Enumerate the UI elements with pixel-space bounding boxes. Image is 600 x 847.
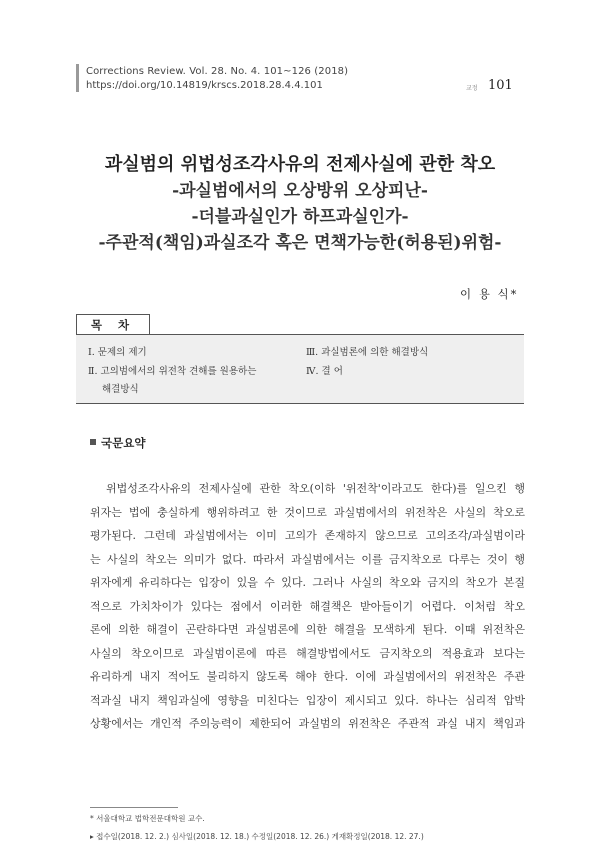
page-number: 101 [488,78,513,93]
abstract-line: 위법성조각사유의 전제사실에 관한 착오(이하 '위전착'이라고도 한다)를 일으킨 행 [106,482,525,495]
square-bullet-icon [90,439,96,445]
abstract-line: 적으로 가치차이가 있다는 점에서 이러한 해결책은 받아들이기 어렵다. 이처럼 착오 [90,599,525,613]
toc-item-4: Ⅳ. 결 어 [306,366,343,377]
section-heading [90,435,145,451]
footnote-affiliation: * 서울대학교 법학전문대학원 교수. [90,814,205,823]
footnote-dates: ▸ 접수일(2018. 12. 2.) 심사일(2018. 12. 18.) 수정일(2018. 12. 26.) 게재확정일(2018. 12. 27.) [90,832,424,841]
toc-item-1: Ⅰ. 문제의 제기 [88,347,147,358]
journal-mark: 교정 [466,85,478,92]
footnote-divider [90,807,178,808]
journal-citation: Corrections Review. Vol. 28. No. 4. 101~126 (2018) [86,66,349,77]
abstract-line: 는 사실의 착오는 의미가 없다. 따라서 과실범에서는 이를 금지착오로 다루는 것이 행 [90,552,525,566]
abstract-line: 상황에서는 개인적 주의능력이 제한되어 과실범의 위전착은 주관적 과실 내지 책임과 [90,717,525,730]
table-of-contents [76,334,524,404]
section-title: 국문요약 [101,436,146,450]
toc-item-2-cont: 해결방식 [102,384,139,395]
header-accent-bar [76,64,79,92]
toc-label: 목 차 [76,314,150,335]
author-name: 이 용 식* [460,287,519,301]
toc-item-2: Ⅱ. 고의범에서의 위전착 견해를 원용하는 [88,366,257,377]
subtitle-1: -과실범에서의 오상방위 오상피난- [172,181,428,201]
abstract-line: 사실의 착오이므로 과실범이론에 따른 해결방법에서도 금지착오의 적용효과 보다는 [90,646,525,660]
subtitle-2: -더블과실인가 하프과실인가- [191,207,409,227]
abstract-line: 평가된다. 그런데 과실범에서는 이미 고의가 존재하지 않으므로 고의조각/과실범이라 [90,529,525,542]
abstract-line: 유리하게 내지 적어도 불리하지 않도록 해야 한다. 이에 과실범에서의 위전착은 주관 [90,670,525,683]
abstract-line: 론에 의한 해결이 곤란하다면 과실범론에 의한 해결을 모색하게 된다. 이때 위전착은 [90,623,525,636]
abstract-line: 위자에게 유리하다는 입장이 있을 수 있다. 그러나 사실의 착오와 금지의 착오가 본질 [90,576,525,589]
paper-title: 과실범의 위법성조각사유의 전제사실에 관한 착오 [104,154,496,175]
doi-link[interactable]: https://doi.org/10.14819/krscs.2018.28.4.4.101 [86,80,323,91]
abstract-line: 적과실 내지 책임과실에 영향을 미친다는 입장이 제시되고 있다. 하나는 심리적 압박 [90,693,525,707]
toc-item-3: Ⅲ. 과실범론에 의한 해결방식 [306,347,429,358]
subtitle-3: -주관적(책임)과실조각 혹은 면책가능한(허용된)위험- [98,233,502,253]
abstract-line: 위자는 법에 충실하게 행위하려고 한 것이므로 과실범에서의 위전착은 사실의 착오로 [90,505,525,519]
abstract-body [90,477,525,736]
